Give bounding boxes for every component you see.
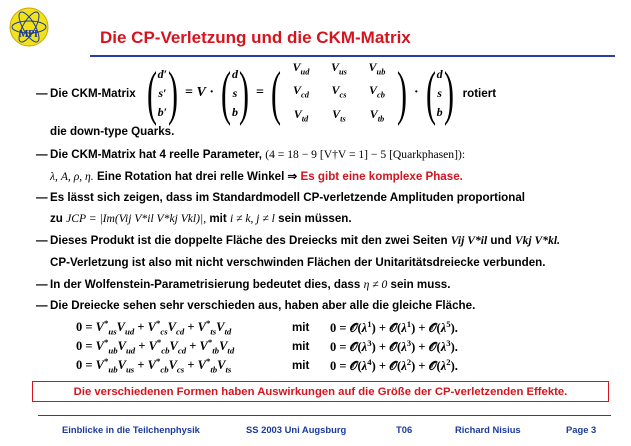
bullet-triangles: — Die Dreiecke sehen sehr verschieden aus, haben aber alle die gleiche Fläche. (36, 299, 476, 312)
ckm-matrix: $V_{ud}$ $V_{us}$ $V_{ub}$ $V_{cd}$ $V_{cs}$ $V_{cb}$ $V_{td}$ $V_{ts}$ $V_{tb}$ (292, 59, 386, 124)
ckm-continuation: die down-type Quarks. (50, 125, 175, 138)
bullet-cp-amplitudes: — Es lässt sich zeigen, dass im Standardmodell CP-verletzende Amplituden proportional (36, 191, 526, 204)
bullet-parameters-cont: λ, A, ρ, η. Eine Rotation hat drei relle Winkel ⇒ Es gibt eine komplexe Phase. (50, 170, 463, 183)
parameter-formula: (4 = 18 − 9 [V†V = 1] − 5 [Quarkphasen]): (265, 148, 466, 161)
equation-row: $0 = V^*_{ub}V_{ud} + V^*_{cb}V_{cd} + V^*_{tb}V_{td}$ mit $0 = 𝒪(\lambda^3)$ + $𝒪(\lambda^3)$ + $𝒪(\lambda^3)$. (76, 337, 458, 356)
jarlskog-formula: JCP = |Im(Vij V*il V*kj Vkl)|, (66, 212, 207, 225)
bullet-triangle-area-cont: CP-Verletzung ist also mit nicht verschwinden Flächen der Unitaritätsdreiecke verbunden. (50, 256, 546, 269)
complex-phase-highlight: Es gibt eine komplexe Phase. (300, 170, 463, 183)
bullet-triangle-area: — Dieses Produkt ist die doppelte Fläche des Dreiecks mit den zwei Seiten Vij V*il und Vkj V*kl. (36, 234, 561, 247)
page-title: Die CP-Verletzung und die CKM-Matrix (100, 28, 411, 47)
bullet-parameters: — Die CKM-Matrix hat 4 reelle Parameter, (4 = 18 − 9 [V†V = 1] − 5 [Quarkphasen]): (36, 148, 466, 161)
primed-quark-vector: d′ s′ b′ (157, 66, 168, 119)
quark-vector-2: d s b (436, 66, 443, 119)
ckm-label: Die CKM-Matrix (50, 86, 136, 100)
bullet-cp-amplitudes-cont: zu JCP = |Im(Vij V*il V*kj Vkl)|, mit i ≠ k, j ≠ l sein müssen. (50, 212, 352, 225)
unitarity-equations (76, 318, 458, 375)
mpi-logo (8, 6, 50, 48)
footer-course: Einblicke in die Teilchenphysik (62, 424, 200, 435)
title-divider (90, 55, 615, 57)
footer-term: SS 2003 Uni Augsburg (246, 424, 347, 435)
equation-row: $0 = V^*_{us}V_{ud} + V^*_{cs}V_{cd} + V^*_{ts}V_{td}$ mit $0 = 𝒪(\lambda^1)$ + $𝒪(\lambda^1)$ + $𝒪(\lambda^5)$. (76, 318, 458, 337)
bullet-wolfenstein: — In der Wolfenstein-Parametrisierung bedeutet dies, dass η ≠ 0 sein muss. (36, 278, 451, 291)
ckm-suffix: rotiert (462, 86, 497, 100)
equation-row: $0 = V^*_{ub}V_{us} + V^*_{cb}V_{cs} + V^*_{tb}V_{ts}$ mit $0 = 𝒪(\lambda^4)$ + $𝒪(\lambda^2)$ + $𝒪(\lambda^2)$. (76, 356, 458, 375)
footer-divider (38, 415, 611, 416)
footer-author: Richard Nisius (455, 424, 521, 435)
quark-vector: d s b (232, 66, 239, 119)
footer-page: Page 3 (566, 424, 597, 435)
logo-text: MPI (19, 29, 38, 40)
ckm-matrix-line: — Die CKM-Matrix ( d′ s′ b′ ) = V · ( d s b ) = ( $V_{ud}$ $V_{us}$ $V_{ub}$ $V_{cd}$ $V_{cs}$ $V_{cb}$ $V_{td}$ $V_{ts}$ $V_{tb}$ ) · ( d s b ) rotiert (36, 62, 496, 124)
conclusion-box: Die verschiedenen Formen haben Auswirkungen auf die Größe der CP-verletzenden Effekte. (32, 381, 609, 402)
footer-code: T06 (396, 424, 413, 435)
